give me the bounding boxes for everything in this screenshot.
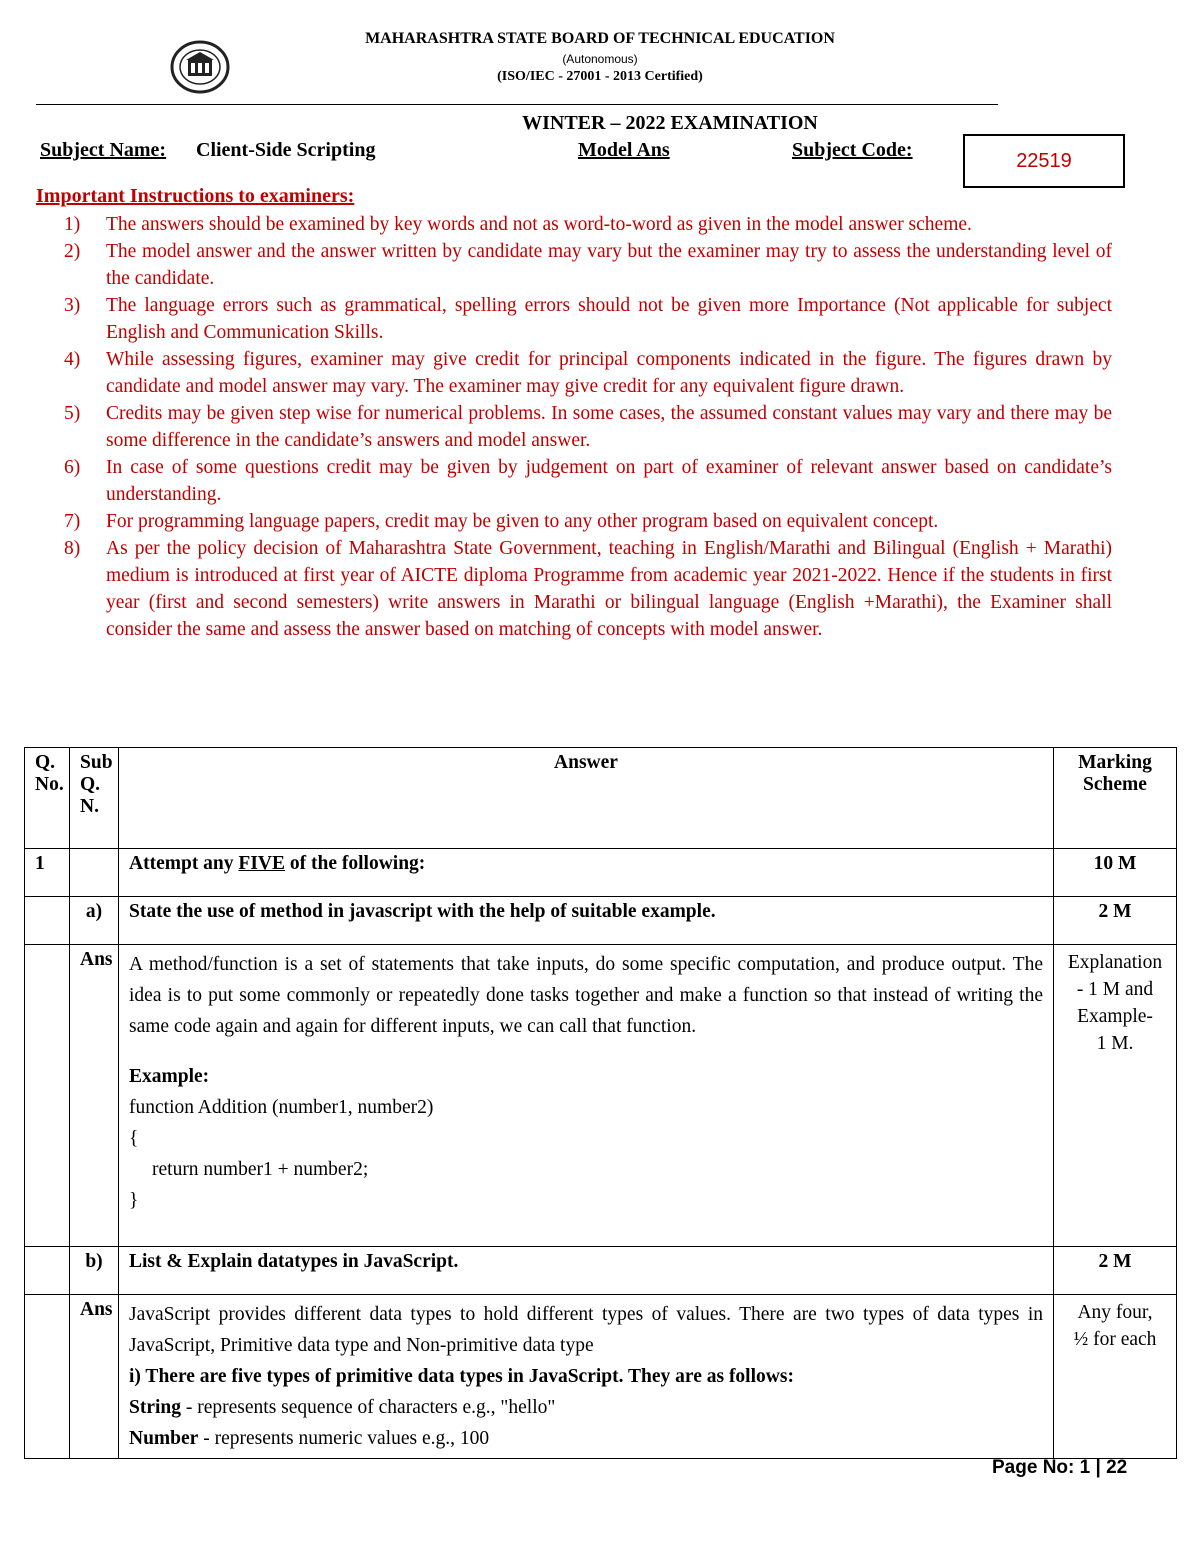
exam-title: WINTER – 2022 EXAMINATION xyxy=(522,112,818,134)
question-text: List & Explain datatypes in JavaScript. xyxy=(119,1247,1054,1295)
instructions-heading: Important Instructions to examiners: xyxy=(36,185,355,207)
instruction-item: 2) The model answer and the answer written by candidate may vary but the examiner may try to assess the understanding level of the candidate. xyxy=(64,241,1112,289)
answer-text: A method/function is a set of statements that take inputs, do some specific computation, and produce output. The idea is to put some commonly or repeatedly done tasks together and make a function so that instead of writing the same code again and again for different inputs, we can call that function. xyxy=(129,954,1043,1037)
table-row xyxy=(25,945,1177,1247)
q1-marks: 10 M xyxy=(1054,849,1177,897)
sub-q-header: Sub Q. N. xyxy=(70,748,119,849)
sub-q-label: b) xyxy=(70,1247,119,1295)
question-marks: 2 M xyxy=(1054,897,1177,945)
marking-scheme: Any four, ½ for each xyxy=(1054,1295,1177,1459)
subject-code-box: 22519 xyxy=(963,134,1125,188)
instruction-item: 1) The answers should be examined by key words and not as word-to-word as given in the model answer scheme. xyxy=(64,214,972,235)
question-text: State the use of method in javascript with the help of suitable example. xyxy=(119,897,1054,945)
page-number: Page No: 1 | 22 xyxy=(992,1457,1128,1478)
subject-name: Client-Side Scripting xyxy=(196,139,376,161)
sub-q-empty xyxy=(70,849,119,897)
answer-cell xyxy=(119,945,1054,1247)
instruction-item: 8) As per the policy decision of Maharashtra State Government, teaching in English/Marathi and Bilingual (English + Marathi) medium is introduced at first year of AICTE diploma Programme from academic year 2021-2022. Hence if the students in first year (first and second semesters) write answers in Marathi or bilingual language (English +Marathi), the Examiner shall consider the same and assess the answer based on matching of concepts with model answer. xyxy=(64,538,1112,640)
table-row xyxy=(25,1295,1177,1459)
code-line: { xyxy=(129,1128,139,1149)
table-row xyxy=(25,897,1177,945)
answer-table xyxy=(24,747,1177,1459)
instruction-item: 3) The language errors such as grammatical, spelling errors should not be given more Importance (Not applicable for subject English and Communication Skills. xyxy=(64,295,1112,343)
instruction-item: 7) For programming language papers, credit may be given to any other program based on equivalent concept. xyxy=(64,511,939,532)
instruction-item: 6) In case of some questions credit may be given by judgement on part of examiner of relevant answer based on candidate’s understanding. xyxy=(64,457,1112,505)
example-label: Example: xyxy=(129,1066,210,1087)
autonomous-label: (Autonomous) xyxy=(562,52,638,66)
header-divider xyxy=(36,104,998,105)
subject-name-label: Subject Name: xyxy=(40,139,167,161)
marking-header: Marking Scheme xyxy=(1054,748,1177,849)
ans-label: Ans xyxy=(70,1295,119,1459)
table-row xyxy=(25,1247,1177,1295)
answer-text: JavaScript provides different data types to hold different types of values. There are two types of data types in JavaScript, Primitive data type and Non-primitive data type xyxy=(129,1304,1043,1356)
question-marks: 2 M xyxy=(1054,1247,1177,1295)
instruction-item: 4) While assessing figures, examiner may give credit for principal components indicated in the figure. The figures drawn by candidate and model answer may vary. The examiner may give credit for any equivalent figure drawn. xyxy=(64,349,1112,397)
code-line: return number1 + number2; xyxy=(152,1159,369,1180)
certification-label: (ISO/IEC - 27001 - 2013 Certified) xyxy=(497,69,703,84)
q1-instruction: Attempt any FIVE of the following: xyxy=(119,849,1054,897)
code-line: function Addition (number1, number2) xyxy=(129,1097,434,1118)
table-header-row xyxy=(25,748,1177,849)
answer-cell xyxy=(119,1295,1054,1459)
q-no-header: Q. No. xyxy=(25,748,70,849)
table-row xyxy=(25,849,1177,897)
board-seal-logo xyxy=(170,40,230,94)
marking-scheme: Explanation - 1 M and Example- 1 M. xyxy=(1054,945,1177,1247)
subject-code-label: Subject Code: xyxy=(792,139,913,161)
sub-q-label: a) xyxy=(70,897,119,945)
ans-label: Ans xyxy=(70,945,119,1247)
code-line: } xyxy=(129,1190,139,1211)
primitive-heading: i) There are five types of primitive data types in JavaScript. They are as follows: xyxy=(129,1366,794,1387)
instructions-list xyxy=(64,211,1112,643)
datatype-string: String - represents sequence of characters e.g., "hello" xyxy=(129,1397,556,1418)
model-ans-label: Model Ans xyxy=(578,139,670,161)
board-name: MAHARASHTRA STATE BOARD OF TECHNICAL EDUCATION xyxy=(365,30,835,47)
instruction-item: 5) Credits may be given step wise for numerical problems. In some cases, the assumed constant values may vary and there may be some difference in the candidate’s answers and model answer. xyxy=(64,403,1112,451)
answer-header: Answer xyxy=(119,748,1054,849)
datatype-number: Number - represents numeric values e.g., 100 xyxy=(129,1428,490,1449)
q-number: 1 xyxy=(25,849,70,897)
